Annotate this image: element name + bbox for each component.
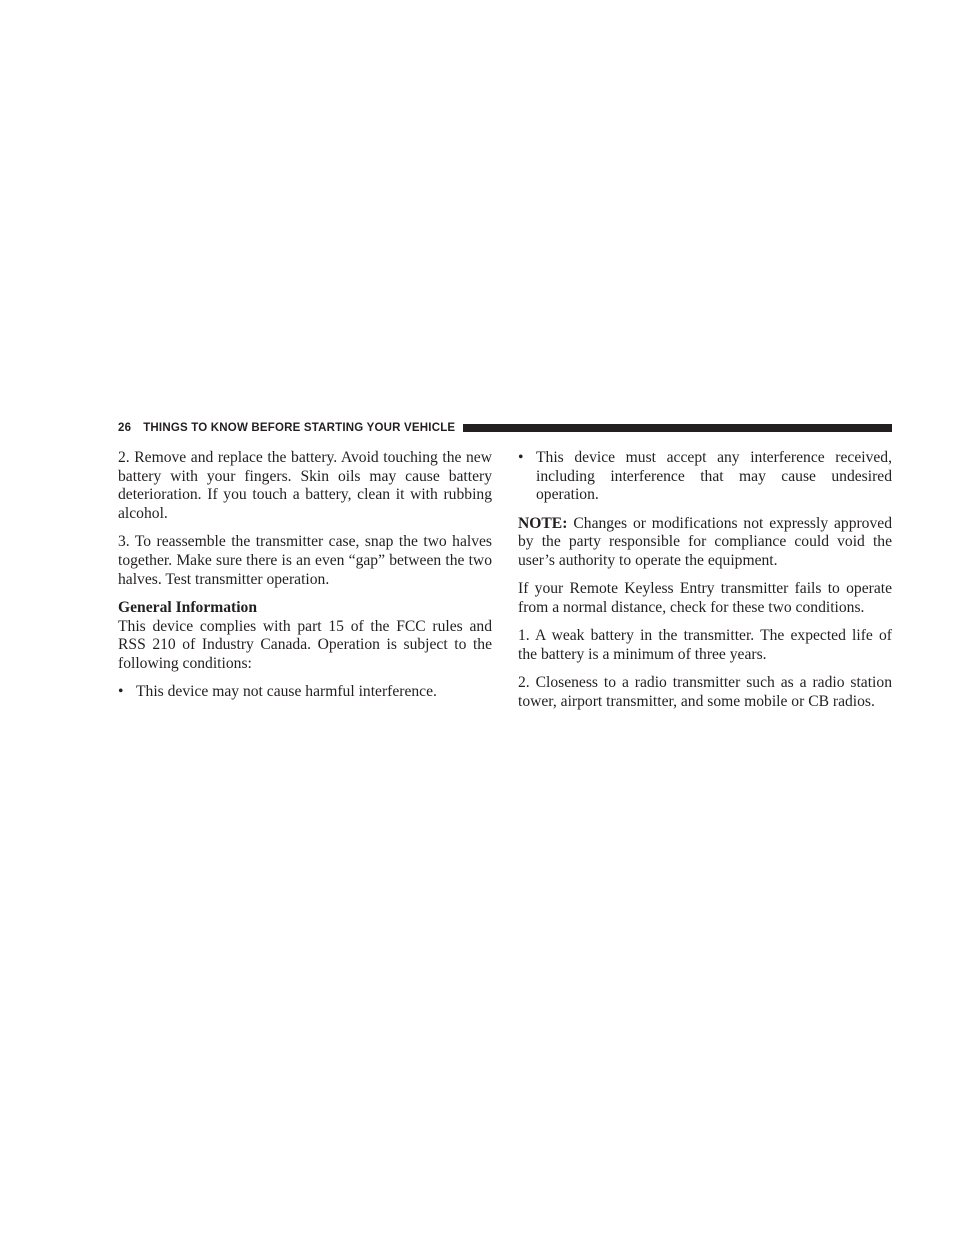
condition-2-paragraph: 2. Closeness to a radio transmitter such as a radio station tower, airport transmitter, and some mobile or CB radios. <box>518 674 892 710</box>
general-information-heading: General Information <box>118 598 258 616</box>
transmitter-fail-paragraph: If your Remote Keyless Entry transmitter fails to operate from a normal distance, check for these two conditions. <box>518 580 892 616</box>
section-title: THINGS TO KNOW BEFORE STARTING YOUR VEHICLE <box>143 422 456 434</box>
bullet-text: This device must accept any interference received, including interference that may cause undesired operation. <box>536 449 892 504</box>
page-header <box>118 418 892 438</box>
step-2-paragraph: 2. Remove and replace the battery. Avoid touching the new battery with your fingers. Skin oils may cause battery deterioration. If you touch a battery, clean it with rubbing alcohol. <box>118 449 492 523</box>
bullet-item <box>118 683 492 702</box>
bullet-item <box>518 449 892 505</box>
header-rule <box>463 424 892 432</box>
step-3-paragraph: 3. To reassemble the transmitter case, snap the two halves together. Make sure there is an even “gap” between the two halves. Test transmitter operation. <box>118 533 492 588</box>
bullet-icon: • <box>518 449 524 466</box>
condition-1-paragraph: 1. A weak battery in the transmitter. The expected life of the battery is a minimum of three years. <box>518 627 892 663</box>
right-column <box>518 449 892 721</box>
left-column <box>118 449 492 711</box>
general-information-paragraph: This device complies with part 15 of the FCC rules and RSS 210 of Industry Canada. Operation is subject to the following conditions: <box>118 617 492 673</box>
note-label: NOTE: <box>518 514 568 532</box>
note-paragraph <box>518 515 892 571</box>
note-text: Changes or modifications not expressly approved by the party responsible for compliance could void the user’s authority to operate the equipment. <box>518 514 892 570</box>
bullet-icon: • <box>118 683 124 701</box>
bullet-text: This device may not cause harmful interference. <box>136 683 437 701</box>
page-number: 26 <box>118 422 132 434</box>
